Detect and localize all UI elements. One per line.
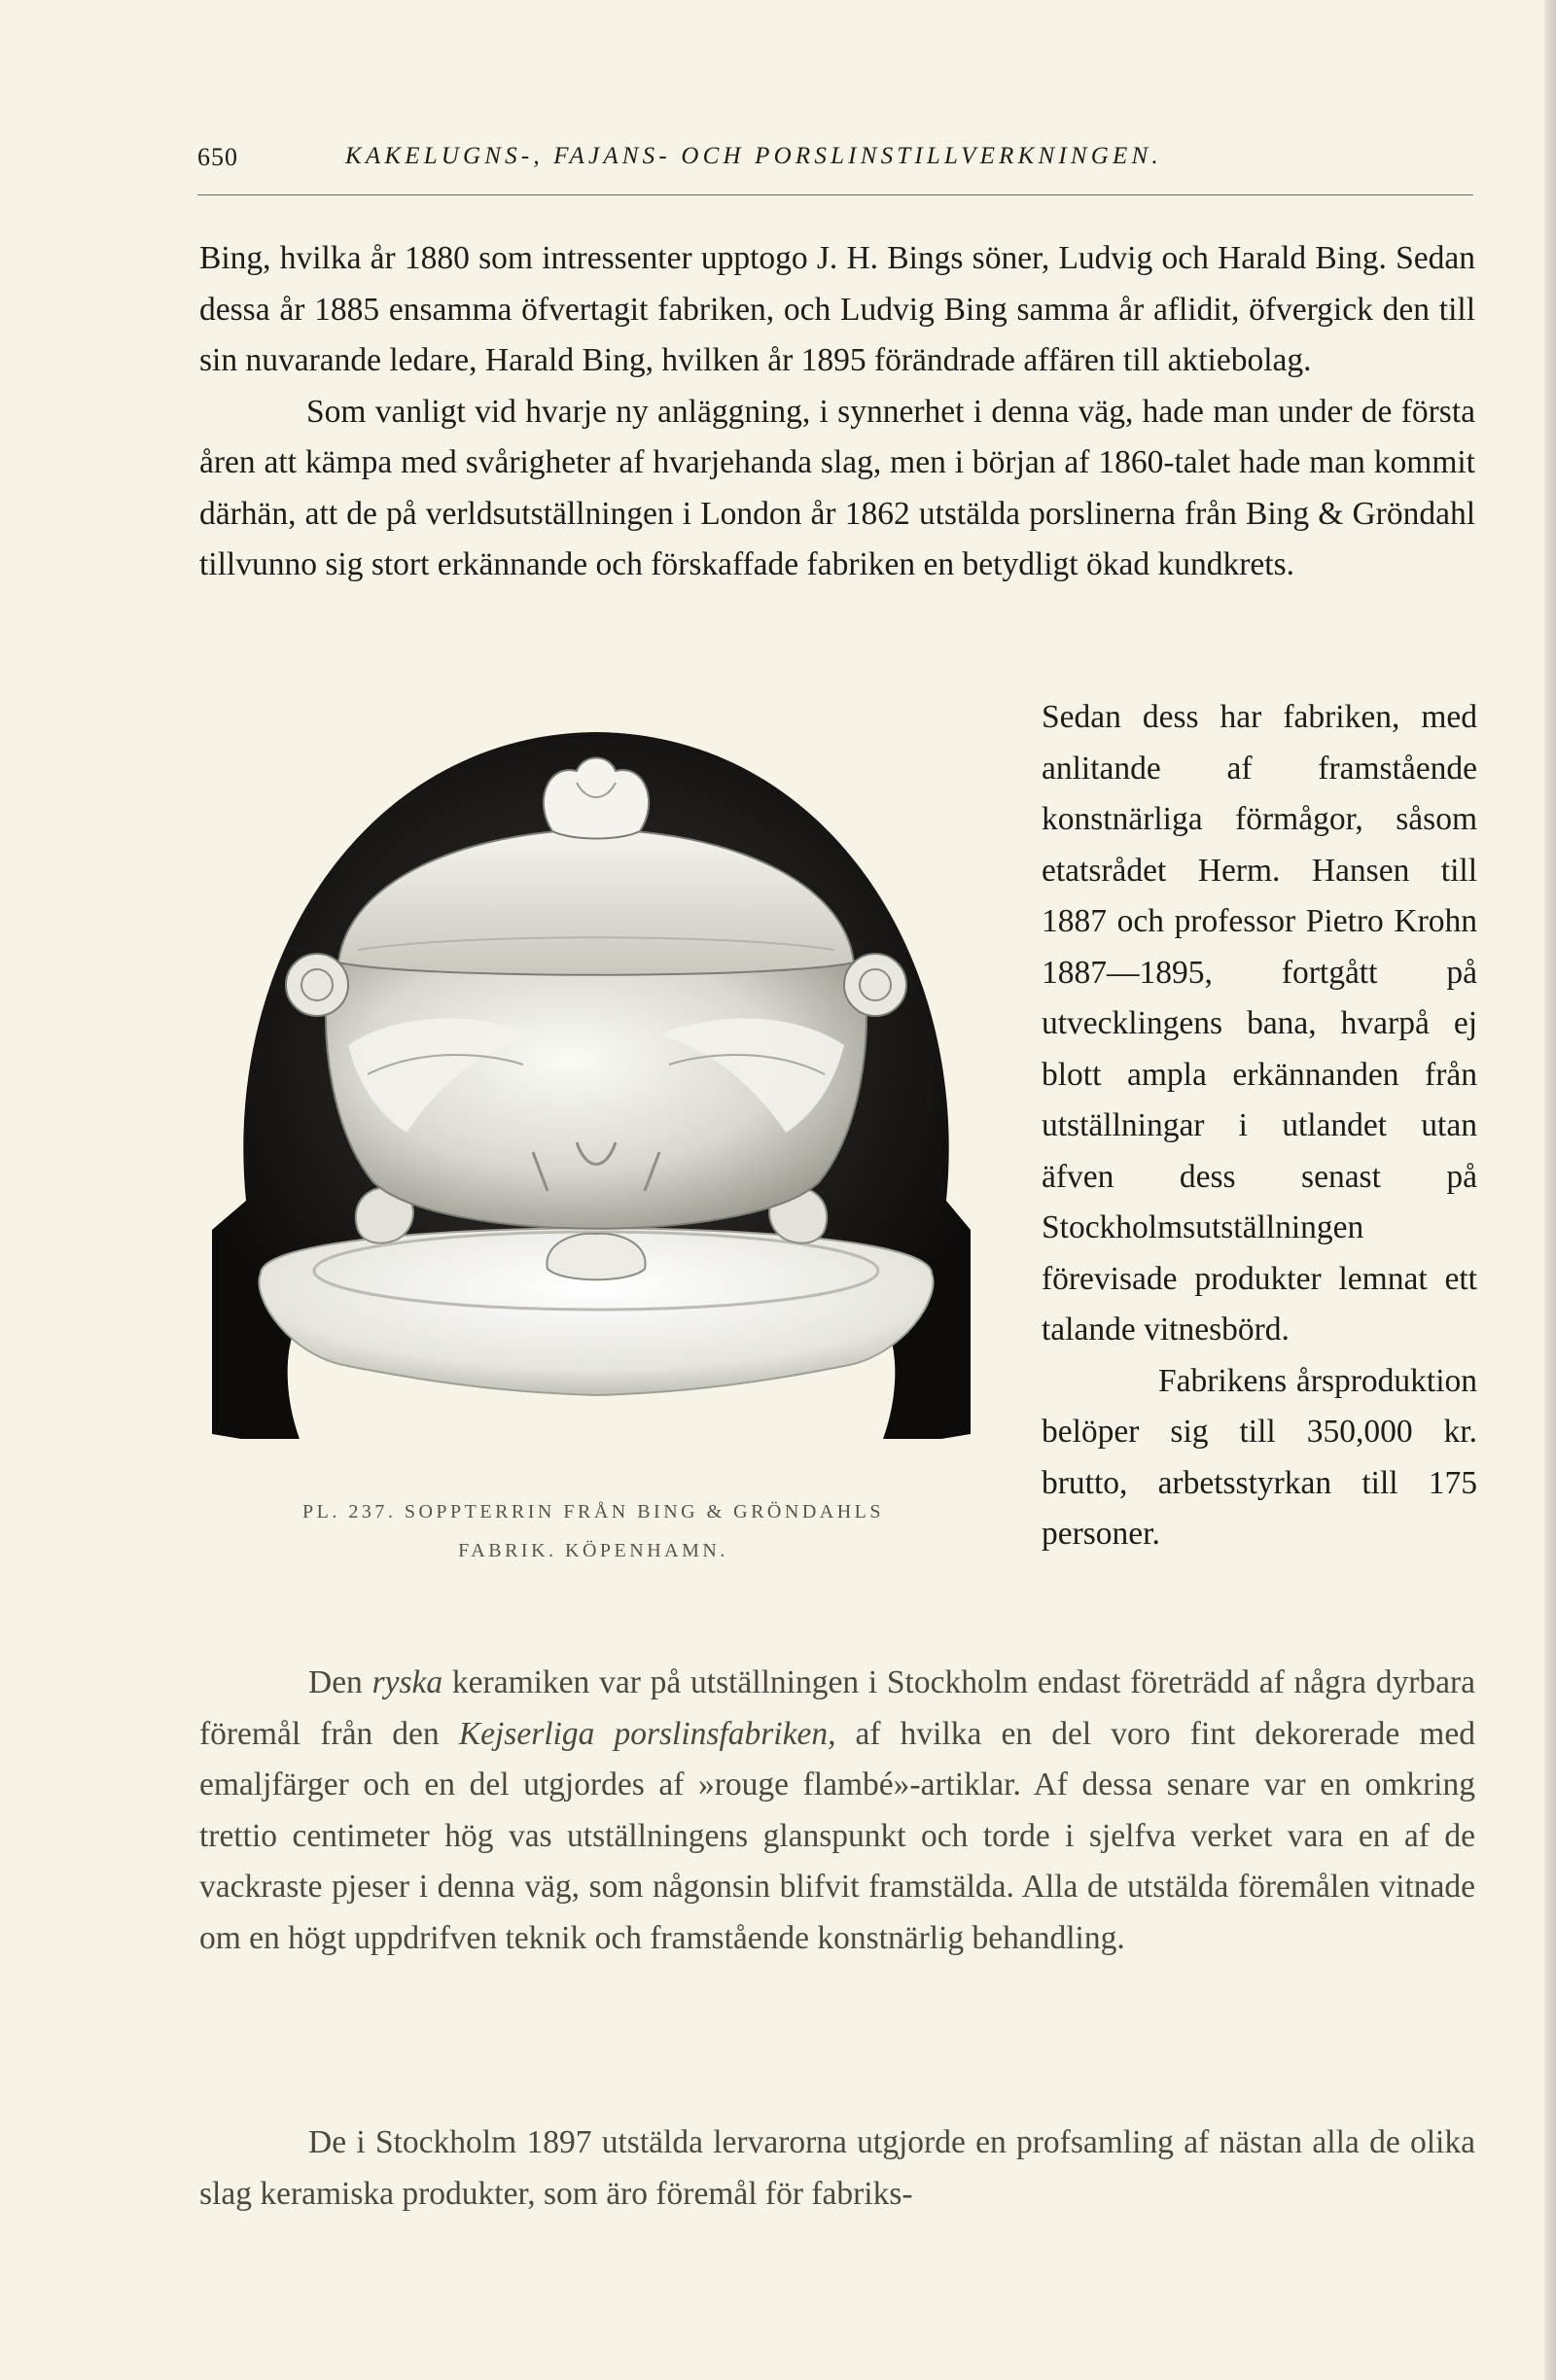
soup-tureen-illustration [202, 724, 980, 1463]
figure-caption [233, 1492, 953, 1570]
page-number: 650 [197, 143, 238, 171]
paragraph-4 [199, 2118, 1475, 2220]
header-rule [197, 194, 1473, 195]
paragraph-4-text: De i Stockholm 1897 utstälda lervarorna utgjorde en profsamling af nästan alla de olika slag keramiska produkter, som äro föremål för fabriks- [199, 2124, 1475, 2212]
paragraph-3-part-a: Den [308, 1664, 372, 1700]
page-edge-shadow [1544, 0, 1556, 2380]
paragraph-3-text [199, 1658, 1475, 1964]
running-title: KAKELUGNS-, FAJANS- OCH PORSLINSTILLVERKNINGEN. [345, 143, 1162, 169]
column-paragraph-1: Sedan dess har fabriken, med anlitande af framstående konstnärliga förmågor, såsom etatsrådet Herm. Hansen till 1887 och professor Pietro Krohn 1887—1895, fortgått på utvecklingens bana, hvarpå ej blott ampla erkännanden från utställningar i utlandet utan äfven dess senast på Stockholmsutställningen förevisade produkter lemnat ett talande vitnesbörd. [1042, 699, 1477, 1348]
paragraph-3-part-b: keramiken var på utställningen i Stockholm endast företrädd af några dyrbara föremål från den [199, 1664, 1476, 1752]
caption-line-1: PL. 237. SOPPTERRIN FRÅN BING & GRÖNDAHLS [301, 1501, 884, 1522]
tureen-photo-icon [202, 724, 980, 1463]
column-paragraph-2: Fabrikens årsproduktion belöper sig till 350,000 kr. brutto, arbetsstyrkan till 175 personer. [1042, 1362, 1477, 1552]
right-column-text [1042, 692, 1477, 1560]
emphasis-kejserliga: Kejserliga porslinsfabriken, [458, 1715, 836, 1752]
top-text-block [199, 233, 1475, 591]
caption-line-2: FABRIK. KÖPENHAMN. [458, 1540, 728, 1561]
paragraph-2: Som vanligt vid hvarje ny anläggning, i synnerhet i denna väg, hade man under de första åren att kämpa med svårigheter af hvarjehanda slag, men i början af 1860-talet hade man kommit därhän, att de på verldsutställningen i London år 1862 utstälda porslinerna från Bing & Gröndahl tillvunno sig stort erkännande och förskaffade fabriken en betydligt ökad kundkrets. [199, 393, 1475, 582]
paragraph-3-part-c: af hvilka en del voro fint dekorerade med emaljfärger och en del utgjordes af »rouge flambé»-artiklar. Af dessa senare var en omkring trettio centimeter hög vas utställningens glanspunkt och torde i sjelfva verket vara en af de vackraste pjeser i denna väg, som någonsin blifvit framstälda. Alla de utstälda föremålen vitnade om en högt uppdrifven teknik och framstående konstnärlig behandling. [199, 1715, 1475, 1956]
emphasis-ryska: ryska [371, 1664, 443, 1700]
paragraph-3 [199, 1658, 1475, 1964]
paragraph-1: Bing, hvilka år 1880 som intressenter upptogo J. H. Bings söner, Ludvig och Harald Bing. Sedan dessa år 1885 ensamma öfvertagit fabriken, och Ludvig Bing samma år aflidit, öfvergick den till sin nuvarande ledare, Harald Bing, hvilken år 1895 förändrade affären till aktiebolag. [199, 240, 1475, 378]
page-header [197, 143, 1473, 182]
